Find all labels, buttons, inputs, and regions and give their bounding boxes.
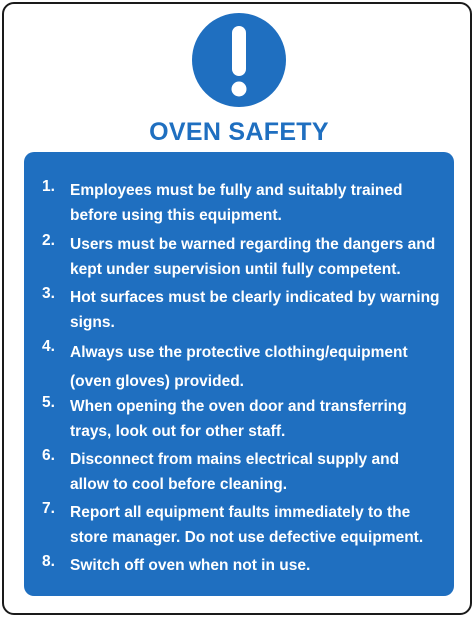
sign-title: OVEN SAFETY <box>149 118 329 146</box>
rule-text: Always use the protective clothing/equipment (oven gloves) provided. <box>70 344 408 390</box>
rule-text: Report all equipment faults immediately to the store manager. Do not use defective equipment. <box>70 504 424 546</box>
rule-text: Employees must be fully and suitably trained before using this equipment. <box>70 182 403 224</box>
rule-number: 6. <box>42 447 55 464</box>
rule-number: 5. <box>42 394 55 411</box>
rule-number: 2. <box>42 232 55 249</box>
safety-sign <box>2 2 472 615</box>
rule-text: Users must be warned regarding the dangers and kept under supervision until fully competent. <box>70 236 436 278</box>
rules-panel <box>24 152 454 596</box>
rule-text: Disconnect from mains electrical supply and allow to cool before cleaning. <box>70 451 400 493</box>
rule-text: When opening the oven door and transferring trays, look out for other staff. <box>70 398 407 440</box>
mandatory-sign-icon-container <box>191 12 287 108</box>
rule-number: 8. <box>42 553 55 570</box>
rule-text: Switch off oven when not in use. <box>70 557 311 574</box>
rule-number: 1. <box>42 178 55 195</box>
rule-number: 3. <box>42 285 55 302</box>
exclamation-mark-icon <box>191 12 287 108</box>
rule-number: 7. <box>42 500 55 517</box>
rule-text: Hot surfaces must be clearly indicated by warning signs. <box>70 289 440 331</box>
rule-number: 4. <box>42 338 55 355</box>
